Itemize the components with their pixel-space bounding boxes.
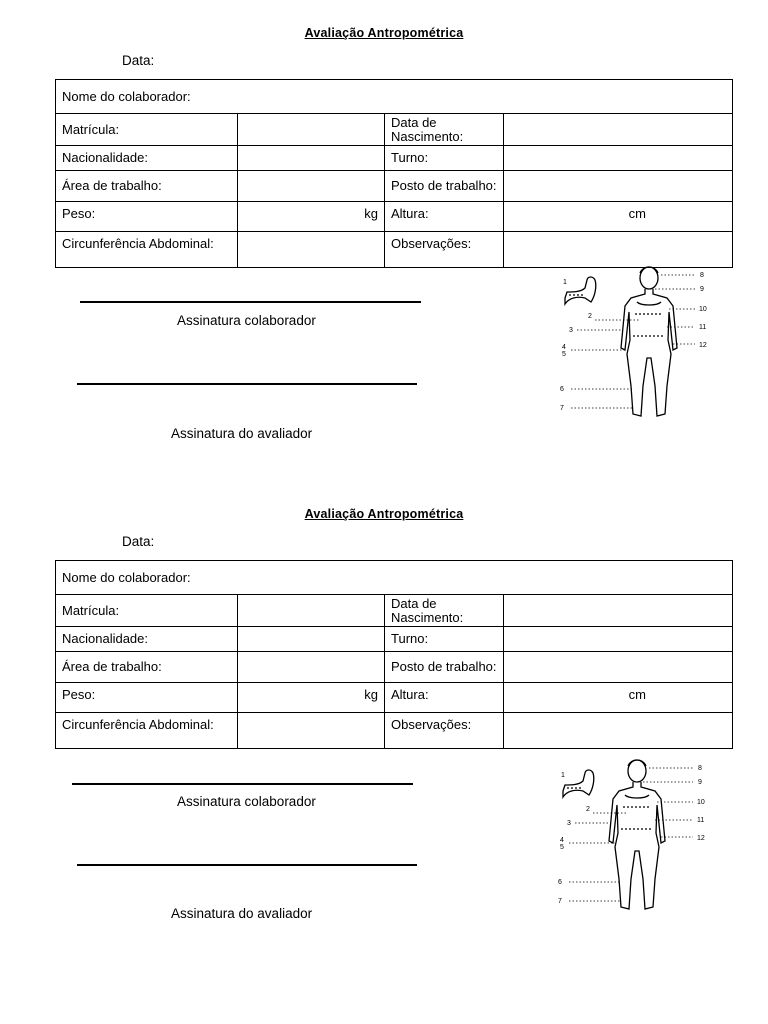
weight-label: Peso: xyxy=(56,683,238,713)
diagram-number: 4 xyxy=(560,837,564,844)
date-label: Data: xyxy=(122,534,155,549)
workstation-value-cell[interactable] xyxy=(504,171,733,202)
birthdate-value-cell[interactable] xyxy=(504,595,733,627)
signature-label-evaluator: Assinatura do avaliador xyxy=(171,426,313,441)
data-table xyxy=(55,79,733,268)
name-field-label: Nome do colaborador: xyxy=(56,80,733,114)
diagram-number: 1 xyxy=(563,279,567,286)
name-field-label: Nome do colaborador: xyxy=(56,561,733,595)
matricula-label: Matrícula: xyxy=(56,114,238,146)
nationality-label: Nacionalidade: xyxy=(56,627,238,652)
matricula-label: Matrícula: xyxy=(56,595,238,627)
workstation-label: Posto de trabalho: xyxy=(385,171,504,202)
signature-line-collaborator[interactable] xyxy=(80,301,421,303)
abdominal-label: Circunferência Abdominal: xyxy=(56,232,238,268)
diagram-number: 7 xyxy=(560,405,564,412)
signature-line-evaluator[interactable] xyxy=(77,383,417,385)
height-label: Altura: xyxy=(385,202,504,232)
human-figure-icon xyxy=(563,760,665,909)
abdominal-value-cell[interactable] xyxy=(238,713,385,749)
signature-label-evaluator: Assinatura do avaliador xyxy=(171,906,313,921)
evaluation-form-1 xyxy=(0,0,768,480)
body-measurement-diagram xyxy=(555,262,720,424)
nationality-value-cell[interactable] xyxy=(238,627,385,652)
diagram-number: 12 xyxy=(697,835,705,842)
diagram-number: 5 xyxy=(560,844,564,851)
diagram-number: 11 xyxy=(699,324,707,331)
measurement-numbers xyxy=(558,765,705,905)
evaluation-form-2 xyxy=(0,481,768,961)
diagram-number: 8 xyxy=(700,272,704,279)
abdominal-value-cell[interactable] xyxy=(238,232,385,268)
shift-value-cell[interactable] xyxy=(504,146,733,171)
diagram-number: 12 xyxy=(699,342,707,349)
abdominal-label: Circunferência Abdominal: xyxy=(56,713,238,749)
observations-label: Observações: xyxy=(385,713,504,749)
measurement-numbers xyxy=(560,272,707,412)
signature-line-collaborator[interactable] xyxy=(72,783,413,785)
work-area-label: Área de trabalho: xyxy=(56,652,238,683)
shift-label: Turno: xyxy=(385,627,504,652)
workstation-label: Posto de trabalho: xyxy=(385,652,504,683)
birthdate-label: Data de Nascimento: xyxy=(385,595,504,627)
diagram-number: 10 xyxy=(697,799,705,806)
diagram-number: 9 xyxy=(700,286,704,293)
diagram-number: 1 xyxy=(561,772,565,779)
observations-label: Observações: xyxy=(385,232,504,268)
body-measurement-diagram xyxy=(553,755,718,917)
diagram-number: 3 xyxy=(569,327,573,334)
nationality-label: Nacionalidade: xyxy=(56,146,238,171)
diagram-number: 2 xyxy=(588,313,592,320)
form-title: Avaliação Antropométrica xyxy=(304,26,464,40)
height-unit: cm xyxy=(504,202,733,232)
height-label: Altura: xyxy=(385,683,504,713)
shift-value-cell[interactable] xyxy=(504,627,733,652)
diagram-number: 6 xyxy=(558,879,562,886)
signature-label-collaborator: Assinatura colaborador xyxy=(177,313,316,328)
birthdate-label: Data de Nascimento: xyxy=(385,114,504,146)
data-table xyxy=(55,560,733,749)
diagram-number: 8 xyxy=(698,765,702,772)
diagram-number: 3 xyxy=(567,820,571,827)
diagram-number: 10 xyxy=(699,306,707,313)
signature-label-collaborator: Assinatura colaborador xyxy=(177,794,316,809)
diagram-number: 6 xyxy=(560,386,564,393)
workstation-value-cell[interactable] xyxy=(504,652,733,683)
work-area-label: Área de trabalho: xyxy=(56,171,238,202)
birthdate-value-cell[interactable] xyxy=(504,114,733,146)
weight-label: Peso: xyxy=(56,202,238,232)
diagram-number: 2 xyxy=(586,806,590,813)
observations-value-cell[interactable] xyxy=(504,713,733,749)
diagram-number: 7 xyxy=(558,898,562,905)
form-title: Avaliação Antropométrica xyxy=(304,507,464,521)
work-area-value-cell[interactable] xyxy=(238,652,385,683)
date-label: Data: xyxy=(122,53,155,68)
shift-label: Turno: xyxy=(385,146,504,171)
nationality-value-cell[interactable] xyxy=(238,146,385,171)
weight-unit: kg xyxy=(238,683,385,713)
height-unit: cm xyxy=(504,683,733,713)
matricula-value-cell[interactable] xyxy=(238,114,385,146)
weight-unit: kg xyxy=(238,202,385,232)
human-figure-icon xyxy=(565,267,677,416)
diagram-number: 4 xyxy=(562,344,566,351)
work-area-value-cell[interactable] xyxy=(238,171,385,202)
diagram-number: 9 xyxy=(698,779,702,786)
diagram-number: 5 xyxy=(562,351,566,358)
diagram-number: 11 xyxy=(697,817,705,824)
signature-line-evaluator[interactable] xyxy=(77,864,417,866)
matricula-value-cell[interactable] xyxy=(238,595,385,627)
